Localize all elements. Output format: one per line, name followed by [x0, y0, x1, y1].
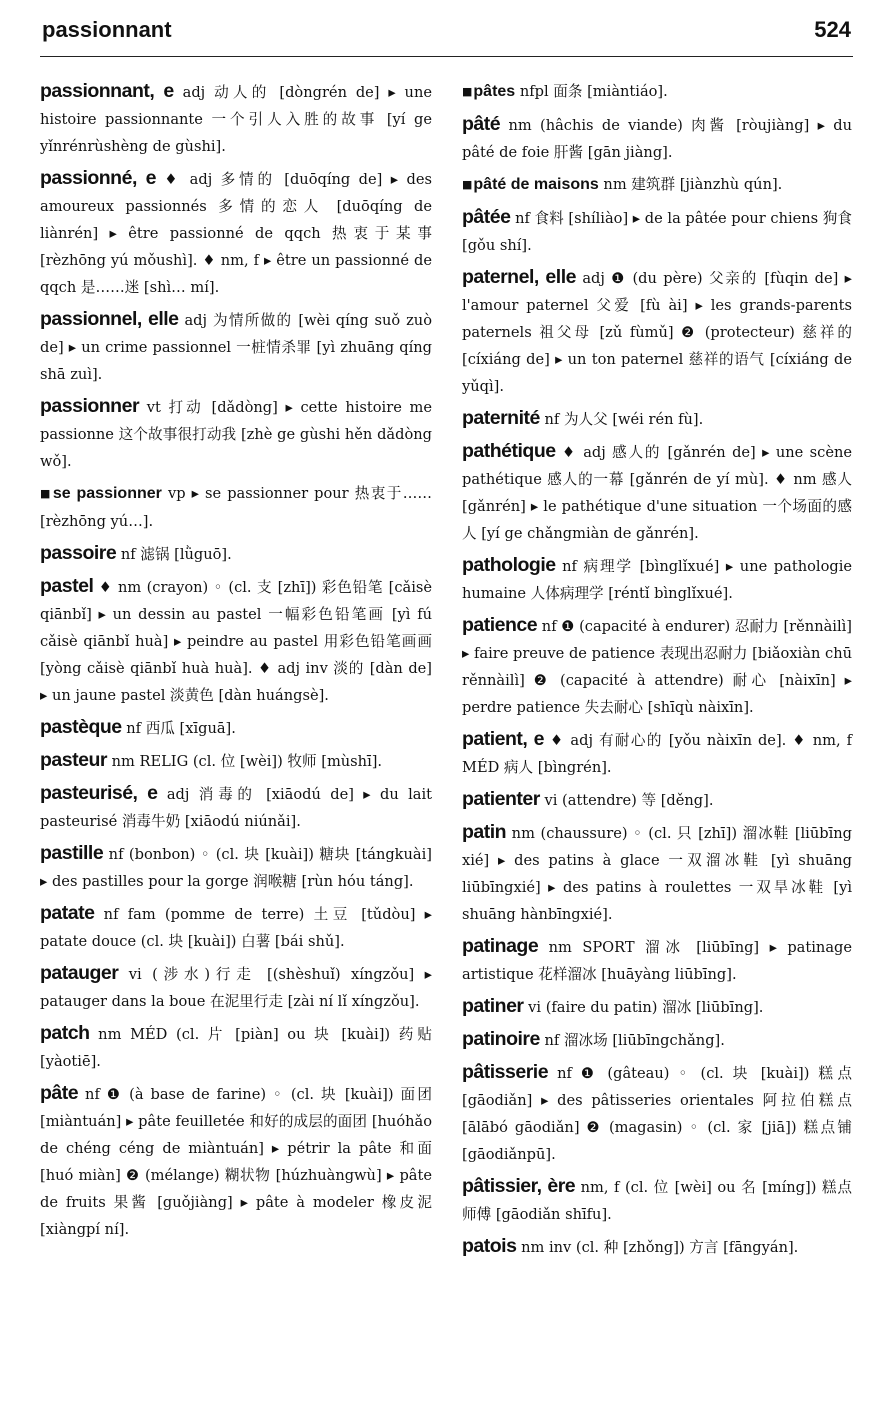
entry-headword: passionné, e: [40, 167, 156, 189]
entry-definition: nm MÉD (cl. 片 [piàn] ou 块 [kuài]) 药贴 [yàotiē].: [40, 1026, 432, 1070]
entry-definition: nf fam (pomme de terre) 土豆 [tǔdòu] ▸ patate douce (cl. 块 [kuài]) 白薯 [bái shǔ].: [40, 906, 432, 950]
entry-headword: pâtisserie: [462, 1061, 549, 1083]
entry-definition: nf (bonbon) ◦ (cl. 块 [kuài]) 糖块 [tángkuài] ▸ des pastilles pour la gorge 润喉糖 [rùn hóu táng].: [40, 846, 432, 890]
entry-headword: patin: [462, 821, 507, 843]
entry-definition: adj 消毒的 [xiāodú de] ▸ du lait pasteurisé 消毒牛奶 [xiāodú niúnǎi].: [40, 786, 433, 830]
page-number: 524: [814, 17, 851, 42]
entry-definition: vt 打动 [dǎdòng] ▸ cette histoire me passionne 这个故事很打动我 [zhè ge gùshi hěn dǎdòng wǒ].: [40, 399, 432, 470]
entry-headword: patiner: [462, 995, 524, 1017]
entry-headword: patinoire: [462, 1028, 540, 1050]
entry-headword: pâte: [40, 1082, 79, 1104]
entry-definition: nf 为人父 [wéi rén fù].: [539, 411, 704, 428]
entry-headword: patauger: [40, 962, 119, 984]
subentry-square-icon: ■: [40, 487, 52, 500]
entry-headword: paternité: [462, 407, 540, 429]
entry-definition: ♦ nm (crayon) ◦ (cl. 支 [zhī]) 彩色铅笔 [cǎisè qiānbǐ] ▸ un dessin au pastel 一幅彩色铅笔画 [yì fú cǎisè qiānbǐ huà] ▸ peindre au pastel 用彩色铅笔画画 [yòng cǎisè qiānbǐ huà huà]. ♦ adj inv 淡的 [dàn de] ▸ un jaune pastel 淡黄色 [dàn huángsè].: [40, 579, 432, 704]
entry-definition: nf 溜冰场 [liūbīngchǎng].: [539, 1032, 725, 1049]
subentry-square-icon: ■: [462, 85, 473, 98]
guide-word: passionnant: [42, 17, 172, 42]
dictionary-entry: [40, 747, 432, 775]
entry-definition: adj 动人的 [dòngrén de] ▸ une histoire passionnante 一个引人入胜的故事 [yí ge yǐnrénrùshèng de gùshi].: [40, 84, 432, 155]
dictionary-entry: [462, 438, 852, 547]
entry-headword: pâtes: [473, 83, 516, 100]
entry-definition: nm RELIG (cl. 位 [wèi]) 牧师 [mùshī].: [106, 753, 383, 770]
running-header: [42, 10, 851, 50]
dictionary-entry: [462, 264, 852, 400]
entry-headword: passoire: [40, 542, 117, 564]
dictionary-entry: [462, 552, 852, 607]
header-rule: [40, 56, 853, 57]
dictionary-entry: [40, 480, 432, 535]
dictionary-entry: [462, 204, 852, 259]
entry-headword: se passionner: [52, 485, 162, 502]
dictionary-entry: [462, 726, 852, 781]
entry-definition: nm, f (cl. 位 [wèi] ou 名 [míng]) 糕点师傅 [gāodiǎn shīfu].: [462, 1179, 852, 1223]
entry-headword: patate: [40, 902, 95, 924]
entry-definition: ♦ adj 有耐心的 [yǒu nàixīn de]. ♦ nm, f MÉD 病人 [bìngrén].: [462, 732, 852, 776]
entry-headword: patois: [462, 1235, 517, 1257]
entry-definition: nf ❶ (à base de farine) ◦ (cl. 块 [kuài]) 面团 [miàntuán] ▸ pâte feuilletée 和好的成层的面团 [huóhǎo de chéng céng de miàntuán] ▸ pétrir la pâte 和面 [huó miàn] ❷ (mélange) 糊状物 [húzhuàngwù] ▸ pâte de fruits 果酱 [guǒjiàng] ▸ pâte à modeler 橡皮泥 [xiàngpí ní].: [40, 1086, 432, 1238]
entry-definition: nf 病理学 [bìnglǐxué] ▸ une pathologie humaine 人体病理学 [réntǐ bìnglǐxué].: [462, 558, 852, 602]
entry-headword: patinage: [462, 935, 539, 957]
entry-headword: passionner: [40, 395, 140, 417]
entry-headword: pathologie: [462, 554, 556, 576]
entry-headword: pastel: [40, 575, 94, 597]
dictionary-entry: [462, 1173, 852, 1228]
entry-definition: ♦ adj 感人的 [gǎnrén de] ▸ une scène pathétique 感人的一幕 [gǎnrén de yí mù]. ♦ nm 感人 [gǎnrén] ▸ le pathétique d'une situation 一个场面的感人 [yí ge chǎngmiàn de gǎnrén].: [462, 444, 852, 542]
entry-headword: pasteur: [40, 749, 107, 771]
entry-headword: pâté de maisons: [473, 176, 599, 193]
entry-headword: passionnel, elle: [40, 308, 179, 330]
entry-headword: paternel, elle: [462, 266, 576, 288]
dictionary-entry: [462, 612, 852, 721]
entry-headword: pâtée: [462, 206, 511, 228]
entry-definition: nf ❶ (capacité à endurer) 忍耐力 [rěnnàilì] ▸ faire preuve de patience 表现出忍耐力 [biǎoxiàn chū rěnnàilì] ❷ (capacité à attendre) 耐心 [nàixīn] ▸ perdre patience 失去耐心 [shīqù nàixīn].: [462, 618, 852, 716]
dictionary-entry: [462, 786, 852, 814]
entry-headword: patience: [462, 614, 538, 636]
dictionary-entry: [40, 78, 432, 160]
left-column: [40, 78, 432, 1248]
entry-definition: nm 建筑群 [jiànzhù qún].: [598, 176, 783, 193]
dictionary-entry: [40, 393, 432, 475]
entry-headword: pastèque: [40, 716, 122, 738]
dictionary-entry: [40, 960, 432, 1015]
dictionary-entry: [462, 933, 852, 988]
entry-definition: nf ❶ (gâteau) ◦ (cl. 块 [kuài]) 糕点 [gāodiǎn] ▸ des pâtisseries orientales 阿拉伯糕点 [ālābó gāodiǎn] ❷ (magasin) ◦ (cl. 家 [jiā]) 糕点铺 [gāodiǎnpū].: [462, 1065, 852, 1163]
dictionary-entry: [462, 171, 852, 199]
dictionary-entry: [40, 714, 432, 742]
entry-headword: patienter: [462, 788, 540, 810]
dictionary-entry: [462, 1059, 852, 1168]
dictionary-entry: [462, 111, 852, 166]
dictionary-entry: [40, 780, 432, 835]
entry-definition: nm (chaussure) ◦ (cl. 只 [zhī]) 溜冰鞋 [liūbīng xié] ▸ des patins à glace 一双溜冰鞋 [yì shuāng liūbīngxié] ▸ des patins à roulettes 一双旱冰鞋 [yì shuāng hànbīngxié].: [462, 825, 852, 923]
dictionary-entry: [462, 78, 852, 106]
entry-definition: nf 滤锅 [lǜguō].: [116, 546, 232, 563]
entry-headword: pâtissier, ère: [462, 1175, 576, 1197]
entry-definition: vi (faire du patin) 溜冰 [liūbīng].: [523, 999, 764, 1016]
dictionary-entry: [40, 900, 432, 955]
dictionary-entry: [40, 1080, 432, 1243]
entry-definition: nm SPORT 溜冰 [liūbīng] ▸ patinage artistique 花样溜冰 [huāyàng liūbīng].: [462, 939, 852, 983]
dictionary-entry: [462, 405, 852, 433]
entry-headword: passionnant, e: [40, 80, 174, 102]
entry-headword: pasteurisé, e: [40, 782, 158, 804]
entry-definition: ♦ adj 多情的 [duōqíng de] ▸ des amoureux passionnés 多情的恋人 [duōqíng de liànrén] ▸ être passionné de qqch 热衷于某事 [rèzhōng yú mǒushì]. ♦ nm, f ▸ être un passionné de qqch 是……迷 [shì… mí].: [40, 171, 432, 296]
entry-definition: nm (hâchis de viande) 肉酱 [ròujiàng] ▸ du pâté de foie 肝酱 [gān jiàng].: [462, 117, 852, 161]
subentry-square-icon: ■: [462, 178, 473, 191]
right-column: [462, 78, 852, 1266]
entry-headword: pâté: [462, 113, 501, 135]
entry-definition: nm inv (cl. 种 [zhǒng]) 方言 [fāngyán].: [516, 1239, 799, 1256]
dictionary-entry: [462, 993, 852, 1021]
entry-definition: nf 食料 [shíliào] ▸ de la pâtée pour chiens 狗食 [gǒu shí].: [462, 210, 852, 254]
entry-headword: pathétique: [462, 440, 556, 462]
entry-headword: patch: [40, 1022, 90, 1044]
dictionary-entry: [40, 165, 432, 301]
entry-definition: nf 西瓜 [xīguā].: [121, 720, 236, 737]
dictionary-entry: [462, 1233, 852, 1261]
entry-definition: nfpl 面条 [miàntiáo].: [515, 83, 668, 100]
entry-definition: vi (attendre) 等 [děng].: [539, 792, 714, 809]
dictionary-entry: [462, 1026, 852, 1054]
entry-headword: pastille: [40, 842, 104, 864]
entry-definition: adj ❶ (du père) 父亲的 [fùqin de] ▸ l'amour paternel 父爱 [fù ài] ▸ les grands-parents paternels 祖父母 [zǔ fùmǔ] ❷ (protecteur) 慈祥的 [cíxiáng de] ▸ un ton paternel 慈祥的语气 [cíxiáng de yǔqì].: [462, 270, 853, 395]
entry-definition: adj 为情所做的 [wèi qíng suǒ zuò de] ▸ un crime passionnel 一桩情杀罪 [yì zhuāng qíng shā zuì].: [40, 312, 432, 383]
entry-definition: vi (涉水)行走 [(shèshuǐ) xíngzǒu] ▸ patauger dans la boue 在泥里行走 [zài ní lǐ xíngzǒu].: [40, 966, 432, 1010]
dictionary-entry: [40, 306, 432, 388]
dictionary-entry: [40, 540, 432, 568]
entry-headword: patient, e: [462, 728, 544, 750]
dictionary-entry: [40, 573, 432, 709]
dictionary-entry: [462, 819, 852, 928]
dictionary-entry: [40, 1020, 432, 1075]
entry-definition: vp ▸ se passionner pour 热衷于…… [rèzhōng yú…].: [40, 485, 432, 530]
dictionary-entry: [40, 840, 432, 895]
